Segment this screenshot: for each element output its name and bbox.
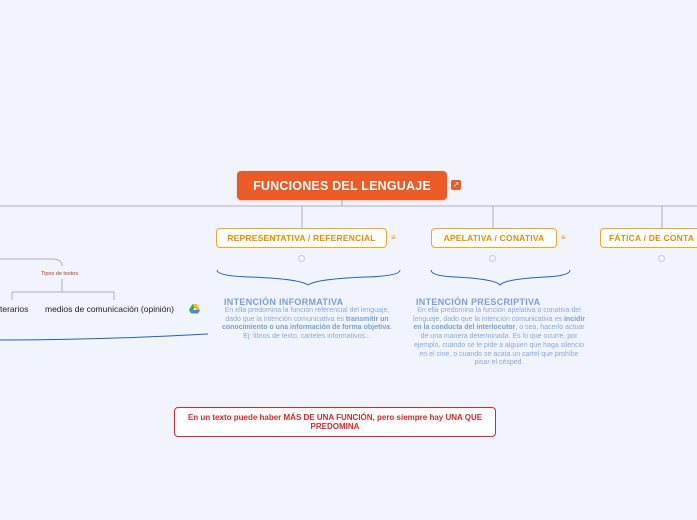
notes-icon[interactable]: ≡ — [391, 233, 396, 242]
subtopic-tipos-de-textos[interactable]: Tipos de textos — [41, 271, 79, 277]
topic-apelativa[interactable]: APELATIVA / CONATIVA — [431, 228, 557, 248]
item-literarios[interactable]: terarios — [0, 304, 29, 314]
brace-informativa — [217, 270, 400, 285]
brace-prescriptiva — [431, 270, 570, 285]
description-prescriptiva: En ella predomina la función apelativa o conativa del lenguaje, dado que la intención comunicativa es incidir en la conducta del interlocutor, o sea, hacerlo actuar de una manera determinada. Es lo que ocurre, por ejemplo, cuando se le pide a alguien que haga silencio en el cine, o cuando se acata un cartel que prohíbe pisar el césped. — [412, 307, 585, 367]
root-topic[interactable]: FUNCIONES DEL LENGUAJE — [237, 171, 447, 200]
external-link-icon[interactable]: ↗ — [452, 180, 460, 189]
heading-intencion-informativa: INTENCIÓN INFORMATIVA — [224, 297, 344, 307]
item-medios-comunicacion[interactable]: medios de comunicación (opinión) — [45, 304, 174, 314]
heading-intencion-prescriptiva: INTENCIÓN PRESCRIPTIVA — [416, 297, 541, 307]
topic-fatica[interactable]: FÁTICA / DE CONTA — [600, 228, 697, 248]
notes-icon[interactable]: ≡ — [561, 233, 566, 242]
description-informativa: En ella predomina la función referencial del lenguaje, dado que la intención comunicativa es transmitir un conocimiento o una información de forma objetiva. Ej: libros de texto, carteles informativos... — [222, 307, 392, 341]
collapse-toggle-representativa[interactable] — [298, 255, 305, 262]
brace-left — [0, 334, 208, 340]
collapse-toggle-fatica[interactable] — [658, 255, 665, 262]
left-branch-line — [0, 259, 62, 266]
left-sub-lines — [12, 279, 114, 300]
topic-representativa[interactable]: REPRESENTATIVA / REFERENCIAL — [216, 228, 387, 248]
google-drive-icon[interactable] — [189, 304, 200, 314]
collapse-toggle-apelativa[interactable] — [489, 255, 496, 262]
floating-note[interactable]: En un texto puede haber MÁS DE UNA FUNCIÓN, pero siempre hay UNA QUE PREDOMINA — [174, 407, 496, 437]
